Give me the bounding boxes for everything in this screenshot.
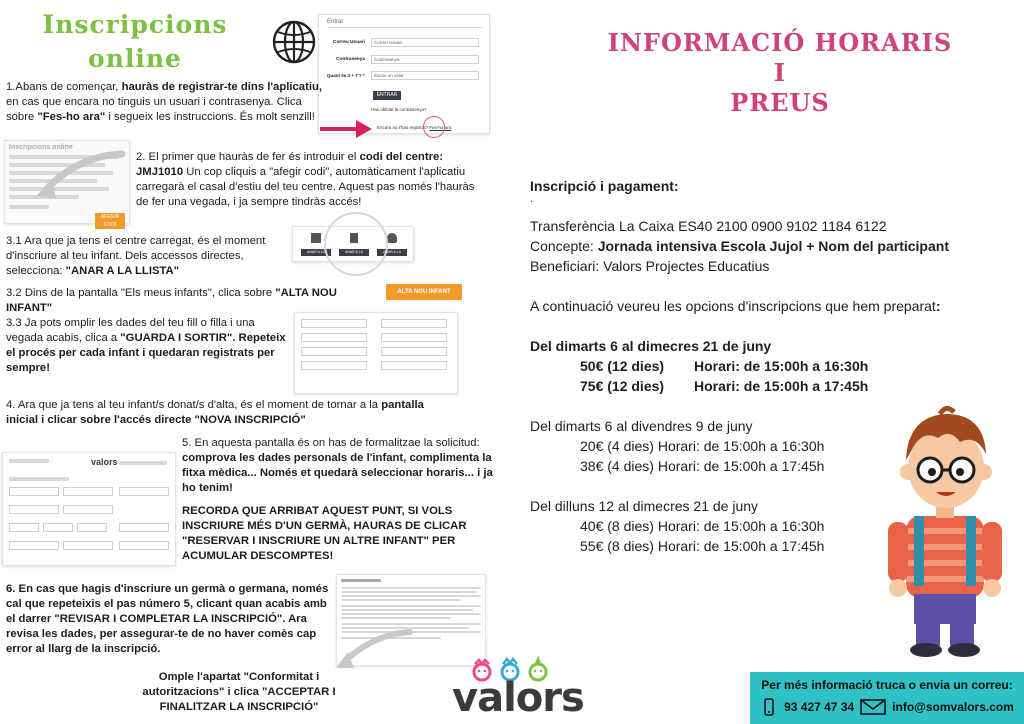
step4-text: 4. Ara que ja tens al teu infant/s donat/s d'alta, és el moment de tornar a la pantalla inicial i clicar sobre l'accés directe "NOVA INSCRIPCIÓ" — [6, 399, 424, 426]
period2-row2: 38€ (4 dies) Horari: de 15:00h a 17:45h — [580, 458, 825, 474]
payment-dot: . — [530, 194, 533, 205]
kid-illustration-icon — [880, 398, 1010, 660]
login-user-input[interactable]: Correu Usuari — [374, 40, 403, 45]
footer-phone[interactable]: 93 427 47 34 — [784, 700, 855, 714]
login-enter-button[interactable]: ENTRAR — [373, 91, 401, 100]
swoosh-arrow-icon — [36, 150, 126, 200]
go-to-list-button[interactable]: ANAR A LA LLISTA — [301, 249, 331, 256]
login-pass-input[interactable]: Contrasenya — [374, 57, 400, 62]
phone-icon — [760, 698, 778, 716]
step33-text: 3.3 Ja pots omplir les dades del teu fill o filla i una vegada acabis, clica a "GUARDA I SORTIR". Repeteix el procés per cada infant i quedaran registrats per sempre! — [6, 317, 286, 374]
valors-logo-text: valors — [452, 675, 584, 721]
add-code-button[interactable]: AFEGIR CODI — [95, 213, 125, 229]
period2-row1: 20€ (4 dies) Horari: de 15:00h a 16:30h — [580, 438, 825, 454]
footer-contact-row — [750, 698, 1024, 716]
captcha-label: Quant és 3 + 7 ? * — [327, 73, 365, 78]
reminder-text: RECORDA QUE ARRIBAT AQUEST PUNT, SI VOLS INSCRIURE MÉS D'UN GERMÀ, HAURAS DE CLICAR "RESERVAR I INSCRIURE UN ALTRE INFANT" PER ACUMULAR DESCOMPTES! — [182, 505, 467, 562]
login-header: Entrar — [327, 19, 344, 25]
login-pass-label: Contrasenya — [336, 57, 366, 62]
swoosh-arrow-icon-2 — [334, 628, 414, 670]
period1-row2: 75€ (12 dies) Horari: de 15:00h a 17:45h — [580, 378, 869, 394]
code-shot-title: Inscripcions online — [9, 144, 73, 151]
period3-row1: 40€ (8 dies) Horari: de 15:00h a 16:30h — [580, 518, 825, 534]
final-instruction: Omple l'apartat "Conformitat i autoritzacions" i clica "ACCEPTAR I FINALITZAR LA INSCRIPCIÓ" — [142, 671, 336, 713]
step2-text: 2. El primer que hauràs de fer és introduir el codi del centre: JMJ1010 Un cop cliquis a "afegir codi", automàticament l'aplicatiu carregarà el casal d'estiu del teu centre. Aquest pas només l'hauràs de fer una vegada, i ja sempre tindràs accés! — [136, 151, 475, 208]
tile-2-button[interactable]: ANAR A LA LLISTA — [339, 249, 369, 256]
footer-email[interactable]: info@somvalors.com — [892, 700, 1014, 714]
list-icon — [311, 233, 321, 243]
concept-line: Concepte: Jornada intensiva Escola Jujol + Nom del participant — [530, 238, 949, 254]
highlight-circle — [423, 116, 445, 138]
options-intro: A continuació veureu les opcions d'inscripcions que hem preparat: — [530, 298, 941, 314]
period3-heading: Del dilluns 12 al dimecres 21 de juny — [530, 498, 759, 514]
forgot-password-link[interactable]: Has oblidat la contrasenya? — [371, 107, 427, 112]
step1-text: 1.Abans de començar, hauràs de registrar-te dins l'aplicatiu, en cas que encara no tinguis un usuari i contrasenya. Clica sobre "Fes-ho ara" i segueix les instruccions. És molt senzill! — [6, 81, 323, 123]
registration-form-screenshot — [2, 452, 176, 566]
step5-text: 5. En aquesta pantalla és on has de formalitzae la solicitud: comprova les dades personals de l'infant, complimenta la fitxa mèdica... Només et quedarà seleccionar horaris... i ja ho tenim! — [182, 437, 493, 494]
right-title-line1: INFORMACIÓ HORARIS I — [607, 28, 953, 87]
tile-3-button[interactable]: ANAR A LA LLISTA — [377, 249, 407, 256]
right-title — [600, 28, 960, 118]
captcha-input[interactable]: Escriu un valor — [374, 73, 404, 78]
new-child-button[interactable]: ALTA NOU INFANT — [386, 284, 462, 300]
left-title-line2: online — [88, 44, 182, 73]
form-logo: valors — [91, 457, 118, 467]
globe-icon — [270, 18, 318, 66]
step31-text: 3.1 Ara que ja tens el centre carregat, és el moment d'inscriure al teu infant. Dels accessos directes, selecciona: "ANAR A LA LLISTA" — [6, 235, 266, 277]
step32-text: 3.2 Dins de la pantalla "Els meus infants", clica sobre "ALTA NOU INFANT" — [6, 287, 337, 314]
register-text: Encara no t'has registrat? — [377, 125, 429, 130]
payment-heading: Inscripció i pagament: — [530, 178, 679, 194]
period2-heading: Del dimarts 6 al divendres 9 de juny — [530, 418, 753, 434]
contact-footer — [750, 672, 1024, 724]
beneficiary: Beneficiari: Valors Projectes Educatius — [530, 258, 770, 274]
login-screenshot — [318, 14, 490, 134]
step6-text: 6. En cas que hagis d'inscriure un germà o germana, només cal que repeteixis el pas número 5, clicant quan acabis amb el darrer "REVISAR I COMPLETAR LA INSCRIPCIÓ". Ara revisa les dades, per assegurar-te de no haver comès cap error al llarg de la inscripció. — [6, 583, 329, 655]
register-link[interactable]: Fes-ho ara — [429, 125, 452, 130]
period1-row1: 50€ (12 dies) Horari: de 15:00h a 16:30h — [580, 358, 869, 374]
child-form-screenshot — [294, 312, 458, 394]
bank-transfer: Transferència La Caixa ES40 2100 0900 9102 1184 6122 — [530, 218, 887, 234]
footer-line1: Per més informació truca o envia un correu: — [761, 678, 1013, 692]
period3-row2: 55€ (8 dies) Horari: de 15:00h a 17:45h — [580, 538, 825, 554]
highlight-ring — [324, 212, 388, 276]
right-title-line2: PREUS — [730, 88, 830, 117]
mail-icon — [860, 698, 886, 716]
period1-heading: Del dimarts 6 al dimecres 21 de juny — [530, 338, 772, 354]
user-icon — [387, 233, 397, 243]
left-title-line1: Inscripcions — [42, 10, 228, 39]
left-title — [40, 8, 230, 76]
login-user-label: Correu Usuari — [333, 40, 365, 45]
